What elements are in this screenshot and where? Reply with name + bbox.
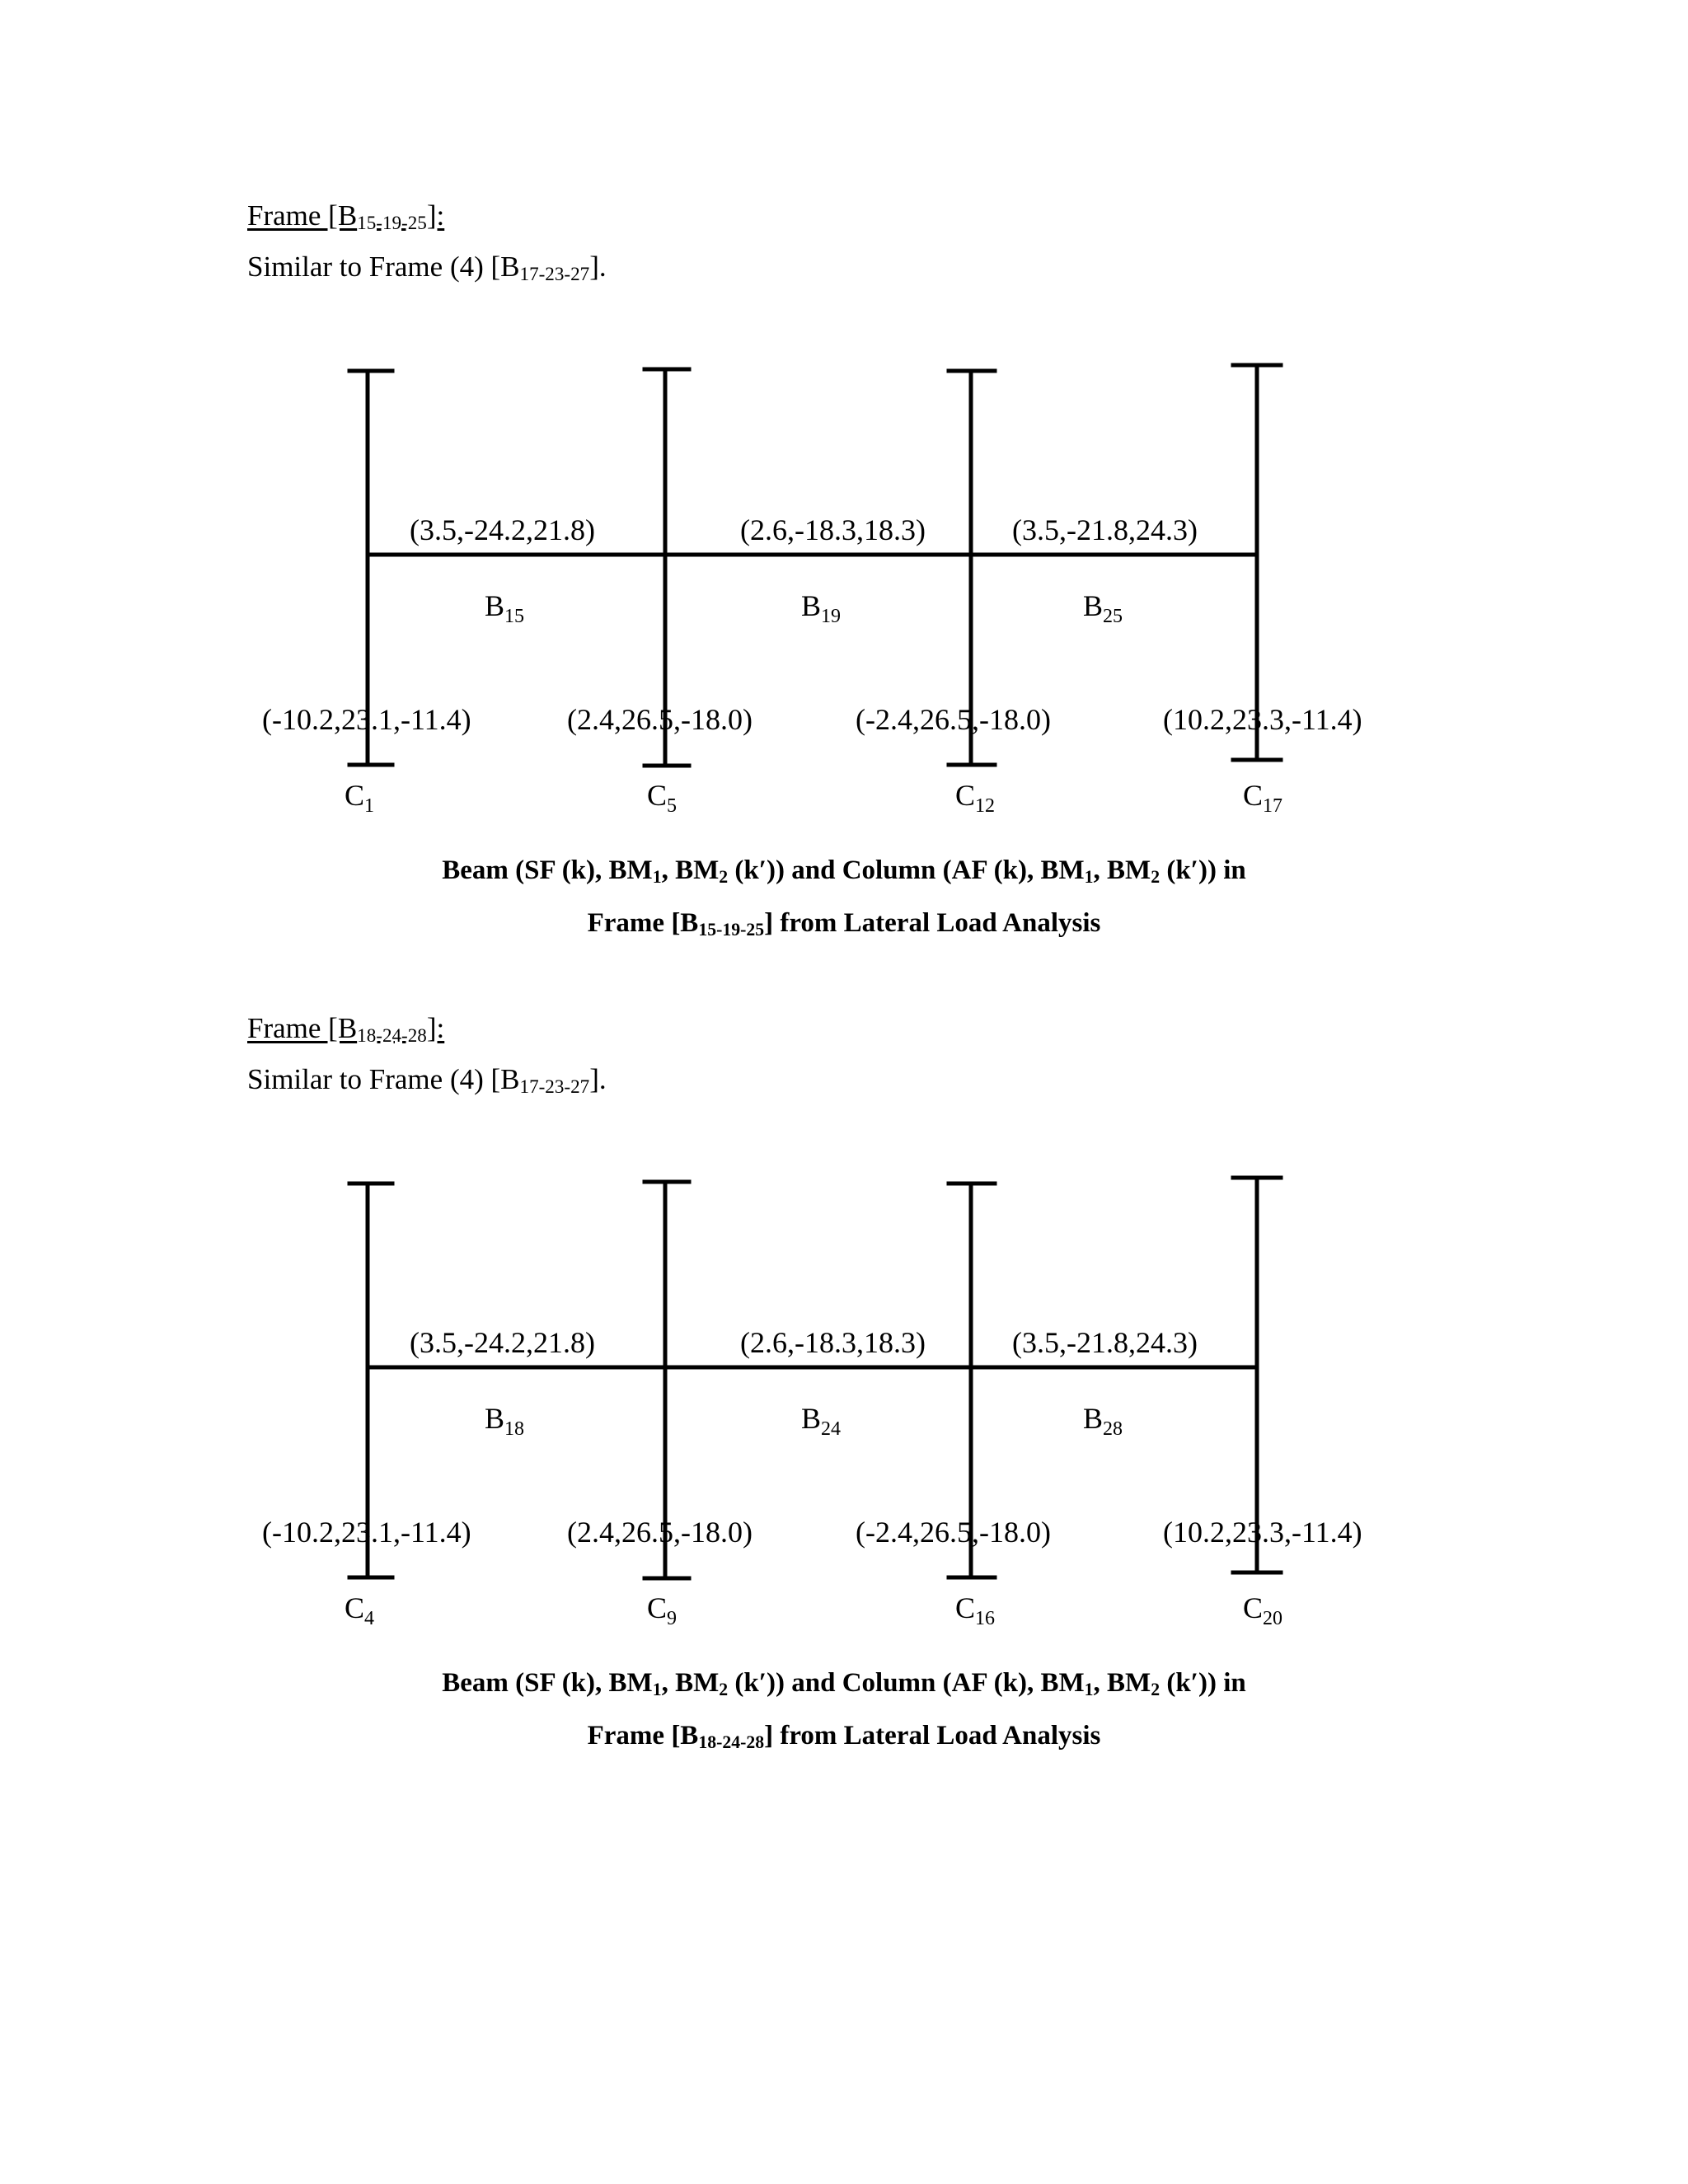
column-label-2-sub: 5	[667, 795, 678, 817]
column-label-1-sub: 4	[364, 1608, 375, 1629]
column-label-1-sub: 1	[364, 795, 375, 817]
similar-prefix: Similar to Frame (4) [B	[247, 1063, 520, 1095]
column-values-1: (-10.2,23.1,-11.4)	[262, 703, 471, 736]
caption-line-1	[0, 1666, 1688, 1699]
column-label-3-sub: 16	[975, 1608, 996, 1629]
column-values-2: (2.4,26.5,-18.0)	[567, 703, 753, 736]
similar-suffix: ].	[589, 1063, 607, 1095]
column-label-2	[647, 1591, 677, 1629]
frame-heading-sub: 18-24-28	[357, 1024, 427, 1047]
caption-text: , BM	[661, 1668, 720, 1698]
frame-heading-prefix: Frame [B	[247, 199, 358, 232]
beam-label-2-letter: B	[801, 1402, 822, 1435]
caption-sub: 2	[719, 866, 729, 887]
column-label-1-letter: C	[345, 1591, 365, 1624]
column-values-4: (10.2,23.3,-11.4)	[1163, 703, 1362, 736]
column-label-3-letter: C	[955, 1591, 976, 1624]
beam-label-2-sub: 19	[821, 606, 842, 627]
beam-label-3-letter: B	[1083, 1402, 1104, 1435]
similar-note	[247, 251, 607, 284]
column-values-1: (-10.2,23.1,-11.4)	[262, 1516, 471, 1549]
frame-diagram	[0, 1142, 1688, 1637]
caption-sub: 1	[1084, 1679, 1094, 1699]
beam-label-3-sub: 25	[1103, 606, 1123, 627]
frame-heading-suffix: ]:	[426, 199, 445, 232]
beam-values-2: (2.6,-18.3,18.3)	[740, 513, 926, 546]
beam-values-3: (3.5,-21.8,24.3)	[1012, 1326, 1198, 1359]
caption-text: Beam (SF (k), BM	[442, 1668, 653, 1698]
frame-heading	[247, 199, 444, 232]
column-values-3: (-2.4,26.5,-18.0)	[856, 1516, 1051, 1549]
caption-text: (k′)) and Column (AF (k), BM	[728, 1668, 1085, 1698]
column-label-2-letter: C	[647, 779, 668, 812]
column-label-3	[955, 1591, 995, 1629]
beam-label-1-letter: B	[485, 1402, 505, 1435]
caption-sub: 18-24-28	[698, 1732, 765, 1752]
beam-label-3	[1083, 1402, 1123, 1440]
column-label-1	[345, 1591, 374, 1629]
column-label-3	[955, 779, 995, 817]
frame-heading-suffix: ]:	[426, 1012, 445, 1044]
column-label-2-letter: C	[647, 1591, 668, 1624]
frame-section-2	[0, 813, 1688, 1752]
frame-heading-sub: 15-19-25	[357, 212, 427, 234]
column-label-4	[1243, 1591, 1282, 1629]
caption-sub: 2	[719, 1679, 729, 1699]
column-label-2-sub: 9	[667, 1608, 678, 1629]
frame-heading	[247, 1012, 444, 1045]
beam-label-1-sub: 18	[504, 1418, 525, 1440]
caption-text: Frame [B	[587, 908, 699, 938]
column-label-3-letter: C	[955, 779, 976, 812]
caption-sub: 2	[1151, 1679, 1160, 1699]
caption-text: (k′)) in	[1160, 1668, 1246, 1698]
caption-text: ] from Lateral Load Analysis	[764, 908, 1101, 938]
caption-text: , BM	[1093, 1668, 1151, 1698]
beam-label-3	[1083, 589, 1123, 627]
caption-text: ] from Lateral Load Analysis	[764, 1721, 1101, 1750]
caption-sub: 2	[1151, 866, 1160, 887]
beam-label-1	[485, 589, 524, 627]
column-values-4: (10.2,23.3,-11.4)	[1163, 1516, 1362, 1549]
similar-sub: 17-23-27	[519, 263, 590, 285]
column-label-1	[345, 779, 374, 817]
caption-sub: 1	[652, 1679, 662, 1699]
caption-text: Frame [B	[587, 1721, 699, 1750]
beam-values-1: (3.5,-24.2,21.8)	[410, 1326, 595, 1359]
caption-sub: 15-19-25	[698, 919, 765, 940]
column-label-3-sub: 12	[975, 795, 996, 817]
beam-label-2-letter: B	[801, 589, 822, 622]
column-label-2	[647, 779, 677, 817]
column-label-4-letter: C	[1243, 779, 1264, 812]
column-label-4-sub: 17	[1263, 795, 1283, 817]
beam-values-1: (3.5,-24.2,21.8)	[410, 513, 595, 546]
beam-label-1-letter: B	[485, 589, 505, 622]
caption-line-2	[0, 1719, 1688, 1752]
column-label-4-sub: 20	[1263, 1608, 1283, 1629]
similar-note	[247, 1063, 607, 1096]
column-label-4	[1243, 779, 1282, 817]
similar-suffix: ].	[589, 251, 607, 283]
caption-text: Beam (SF (k), BM	[442, 855, 653, 885]
column-values-3: (-2.4,26.5,-18.0)	[856, 703, 1051, 736]
caption-text: (k′)) and Column (AF (k), BM	[728, 855, 1085, 885]
beam-values-3: (3.5,-21.8,24.3)	[1012, 513, 1198, 546]
caption-text: (k′)) in	[1160, 855, 1246, 885]
caption-text: , BM	[1093, 855, 1151, 885]
similar-prefix: Similar to Frame (4) [B	[247, 251, 520, 283]
beam-label-1	[485, 1402, 524, 1440]
column-label-1-letter: C	[345, 779, 365, 812]
frame-section-1	[0, 0, 1688, 940]
beam-label-2	[801, 1402, 841, 1440]
column-values-2: (2.4,26.5,-18.0)	[567, 1516, 753, 1549]
similar-sub: 17-23-27	[519, 1076, 590, 1098]
caption-sub: 1	[1084, 866, 1094, 887]
beam-label-2-sub: 24	[821, 1418, 842, 1440]
column-label-4-letter: C	[1243, 1591, 1264, 1624]
frame-heading-prefix: Frame [B	[247, 1012, 358, 1044]
beam-values-2: (2.6,-18.3,18.3)	[740, 1326, 926, 1359]
beam-label-3-letter: B	[1083, 589, 1104, 622]
beam-label-3-sub: 28	[1103, 1418, 1123, 1440]
caption-text: , BM	[661, 855, 720, 885]
caption-sub: 1	[652, 866, 662, 887]
beam-label-1-sub: 15	[504, 606, 525, 627]
frame-diagram	[0, 330, 1688, 824]
beam-label-2	[801, 589, 841, 627]
